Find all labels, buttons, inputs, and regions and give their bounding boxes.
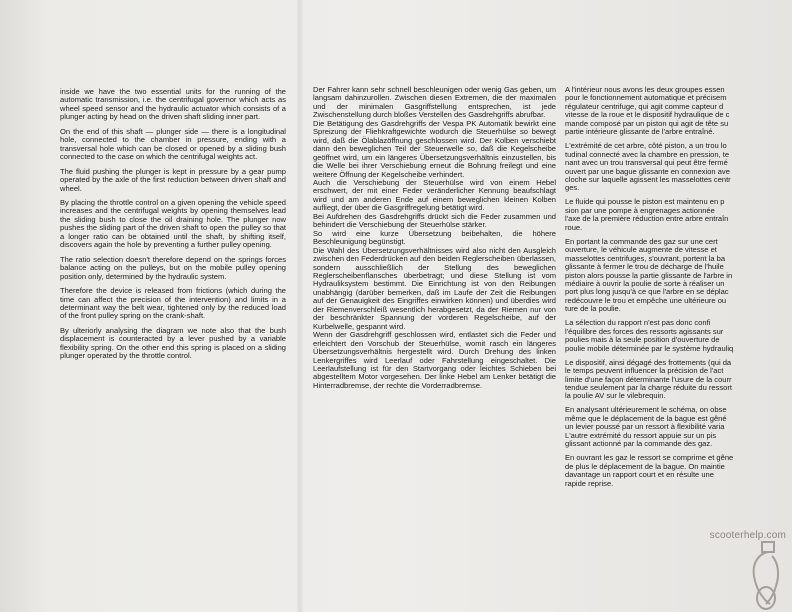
german-paragraph-4: Bei Aufdrehen des Gasdrehgriffs drückt sich die Feder zusammen und behindert die Verschiebung der Steuerhülse stärker. [313,211,556,230]
french-line: poulie mobile déterminée par le système hydrauliq [565,343,734,353]
french-line: tudinal connecté avec la chambre en pression, te [565,149,730,159]
french-paragraph-6 [565,359,792,401]
french-line: rapide reprise. [565,478,614,488]
french-line: de plus le déplacement de la bague. On maintie [565,461,725,471]
german-text-column [313,86,556,390]
french-line: piston alors pousse la partie glissante de l'arbre in [565,270,733,280]
french-line: En analysant ultérieurement le schéma, on obse [565,405,727,415]
french-line: même que le déplacement de la bague est gêné [565,413,727,423]
german-paragraph-7: Wenn der Gasdrehgriff geschlossen wird, entlastet sich die Feder und erleichtert den Vorschub der Steuerhülse, womit rasch ein längeres Übersetzungsverhältnis hergestellt wird. Durch Drehung des linken Lenkergriffes wird Leerlauf oder Fahrstellung eingeschaltet. Die Leerlaufstellung ist für den Startvorgang oder leichtes Schieben bei abgestelltem Motor vorgesehen. Der linke Hebel am Lenker betätigt die Hinterradbremse, der rechte die Vorderradbremse. [313,330,556,390]
french-line: limite d'une façon déterminante l'usure de la courr [565,374,732,384]
watermark-text: scooterhelp.com [709,530,786,541]
french-line: régulateur centrifuge, qui agit comme capteur d [565,101,724,111]
french-line: masselottes centrifuges, s'ouvrant, portent la ba [565,253,726,263]
english-paragraph-7: By ulteriorly analysing the diagram we note also that the bush displacement is counteracted by a lever pushed by a variable flexibility spring. On the other end this spring is placed on a sliding plunger operated by the throttle control. [60,325,286,361]
english-paragraph-5: The ratio selection doesn't therefore depend on the springs forces balance acting on the pulleys, but on the mobile pulley opening position only, determined by the hydraulic system. [60,254,286,281]
french-line: davantage un rapport court et en résulte une [565,470,714,480]
french-line: mande composé par un piston qui agit de tête su [565,118,729,128]
french-line: Le dispositif, ainsi dégagé des frottements (qui da [565,357,732,367]
english-paragraph-1: inside we have the two essential units for the running of the automatic transmission, i.e. the centrifugal governor which acts as wheel speed sensor and the hydraulic actuator which consists of a plunger acting by head on the driven shaft sliding inner part. [60,87,286,122]
french-line: port plus long jusqu'à ce que l'arbre en se déplac [565,287,729,297]
french-line: ouverture, le véhicule augmente de vitesse et [565,245,717,255]
french-line: La sélection du rapport n'est pas donc confi [565,318,711,328]
german-paragraph-5: So wird eine kurze Übersetzung beibehalten, die höhere Beschleunigung begünstigt. [313,228,556,247]
french-line: L'extrémité de cet arbre, côté piston, a un trou lo [565,141,727,151]
french-line: l'équilibre des forces des ressorts agissants sur [565,326,724,336]
french-line: redécouvre le trou et empêche une ultérieure ou [565,295,727,305]
english-paragraph-3: The fluid pushing the plunger is kept in pressure by a gear pump operated by the axle of the first reduction between driven shaft and wheel. [60,166,286,193]
french-line: le temps peuvent influencer la précision de l'act [565,366,724,376]
french-line: un levier poussé par un ressort à flexibilité varia [565,422,725,432]
french-paragraph-8 [565,454,792,488]
french-line: tendue seulement par la charge réduite du ressort [565,383,732,392]
french-line: ture de la poulie. [565,304,621,314]
french-line: En ouvrant les gaz le ressort se comprime et gêne [565,453,734,463]
french-line: nant avec un trou transversal qui peut être fermé [565,158,728,168]
french-paragraph-1 [565,86,792,137]
french-line: pour le fonctionnement automatique et précisem [565,93,727,103]
german-paragraph-1: Der Fahrer kann sehr schnell beschleunigen oder wenig Gas geben, um langsam dahinzurollen. Zwischen diesen Extremen, die der maximalen und der minimalen Gasgriffstellung entsprechen, ist jede Zwischenstellung durch bloßes Verstellen des Gasdrehgriffs abrufbar. [313,85,556,120]
german-paragraph-3: Auch die Verschiebung der Steuerhülse wird von einem Hebel erschwert, der mit einer Feder veränderlicher Kennung beaufschlagt wird und am anderen Ende auf einem beweglichen kleinen Kolben aufliegt, der über die Gasgriffregelung betätigt wird. [313,177,556,213]
french-line: l'axe de la première réduction entre arbre entraîn [565,214,729,224]
french-line: En portant la commande des gaz sur une cert [565,236,718,246]
english-paragraph-2: On the end of this shaft — plunger side — there is a longitudinal hole, connected to the chamber in pressure, ending with a transversal hole which can be closed or opened by a sliding bush connected to the case on which the centrifugal weights act. [60,126,286,162]
french-line: partie intérieure glissante de l'arbre entraîné. [565,127,715,137]
french-line: vitesse de la roue et le dispositif hydraulique de c [565,110,730,120]
french-paragraph-2 [565,142,792,193]
french-line: glissant actionné par la commande des gaz. [565,439,713,449]
french-line: glissante à fermer le trou de décharge de l'huile [565,262,724,272]
german-paragraph-6: Die Wahl des Übersetzungsverhältnisses wird also nicht den Ausgleich zwischen den Federdrücken auf den beiden Reglerscheiben überlassen, sondern ausschließlich der Stellung des beweglichen Reglerscheibenflansches überbetragt; und diese Stellung ist vom Hydrauliksystem bestimmt. Die Einrichtung ist von den Reibungen unabhängig (darüber bemerken, daß im Laufe der Zeit die Reibungen auf der Genauigkeit des Eingriffes einwirken können) und überdies wird der Riemenverschleiß wesentlich herabgesetzt, da der Riemen nur von der beschränkter Spannung der vorderen Regelscheibe, auf der Kurbelwelle, gespannt wird. [313,245,556,331]
french-line: Le fluide qui pousse le piston est maintenu en p [565,197,725,207]
french-line: ges. [565,183,580,193]
french-line: L'autre extrémité du ressort appuie sur un pis [565,430,717,440]
french-line: roue. [565,222,583,232]
french-line: A l'intérieur nous avons les deux groupes essen [565,86,725,94]
french-line: cloche sur laquelle agissent les masselottes centr [565,175,731,185]
french-line: ouvert par une bague glissante en connexion ave [565,166,730,176]
english-paragraph-4: By placing the throttle control on a given opening the vehicle speed increases and the centrifugal weights by opening themselves lead the sliding bush to close the oil draining hole. The plunger now pushes the sliding part of the driven shaft to open the pulley so that a longer ratio can be obtained until the shaft, by shifting itself, discovers again the hole by preventing a further pulley opening. [60,197,286,250]
french-paragraph-7 [565,406,792,448]
french-line: la poulie AV sur le vilebrequin. [565,391,666,401]
german-paragraph-2: Die Betätigung des Gasdrehgriffs der Vespa PK Automatik bewirkt eine Spreizung der Fliehkraftgewichte wodurch die Steuerhülse so bewegt wird, daß die Ölablazöffnung geschlossen wird. Der Kolben verschiebt dann den beweglichen Teil der Steuerwelle so, daß die Kegelscheibe geöffnet wird, um ein längeres Übersetzungsverhältnis einzustellen, bis die Welle bei ihrer Verschiebung erneut die Bohrung freilegt und eine weitere Öffnung der Kegelscheibe verhindert. [313,118,556,179]
french-line: sion par une pompe à engrenages actionnée [565,205,715,215]
english-paragraph-6: Therefore the device is released from frictions (which during the time can affect the precision of the intervention) and limits in a determinant way the belt wear, tightened only by the reduced load of the front pulley spring on the crank-shaft. [60,286,286,321]
french-paragraph-3 [565,198,792,232]
french-paragraph-4 [565,238,792,314]
english-text-column [60,88,286,367]
french-paragraph-5 [565,319,792,353]
french-line: poulies mais à la seule position d'ouverture de [565,335,720,345]
scooter-logo-icon [708,512,790,612]
page-gutter-shadow [297,0,303,612]
french-line: médiaire à ouvrir la poulie de sorte à réaliser un [565,279,725,289]
